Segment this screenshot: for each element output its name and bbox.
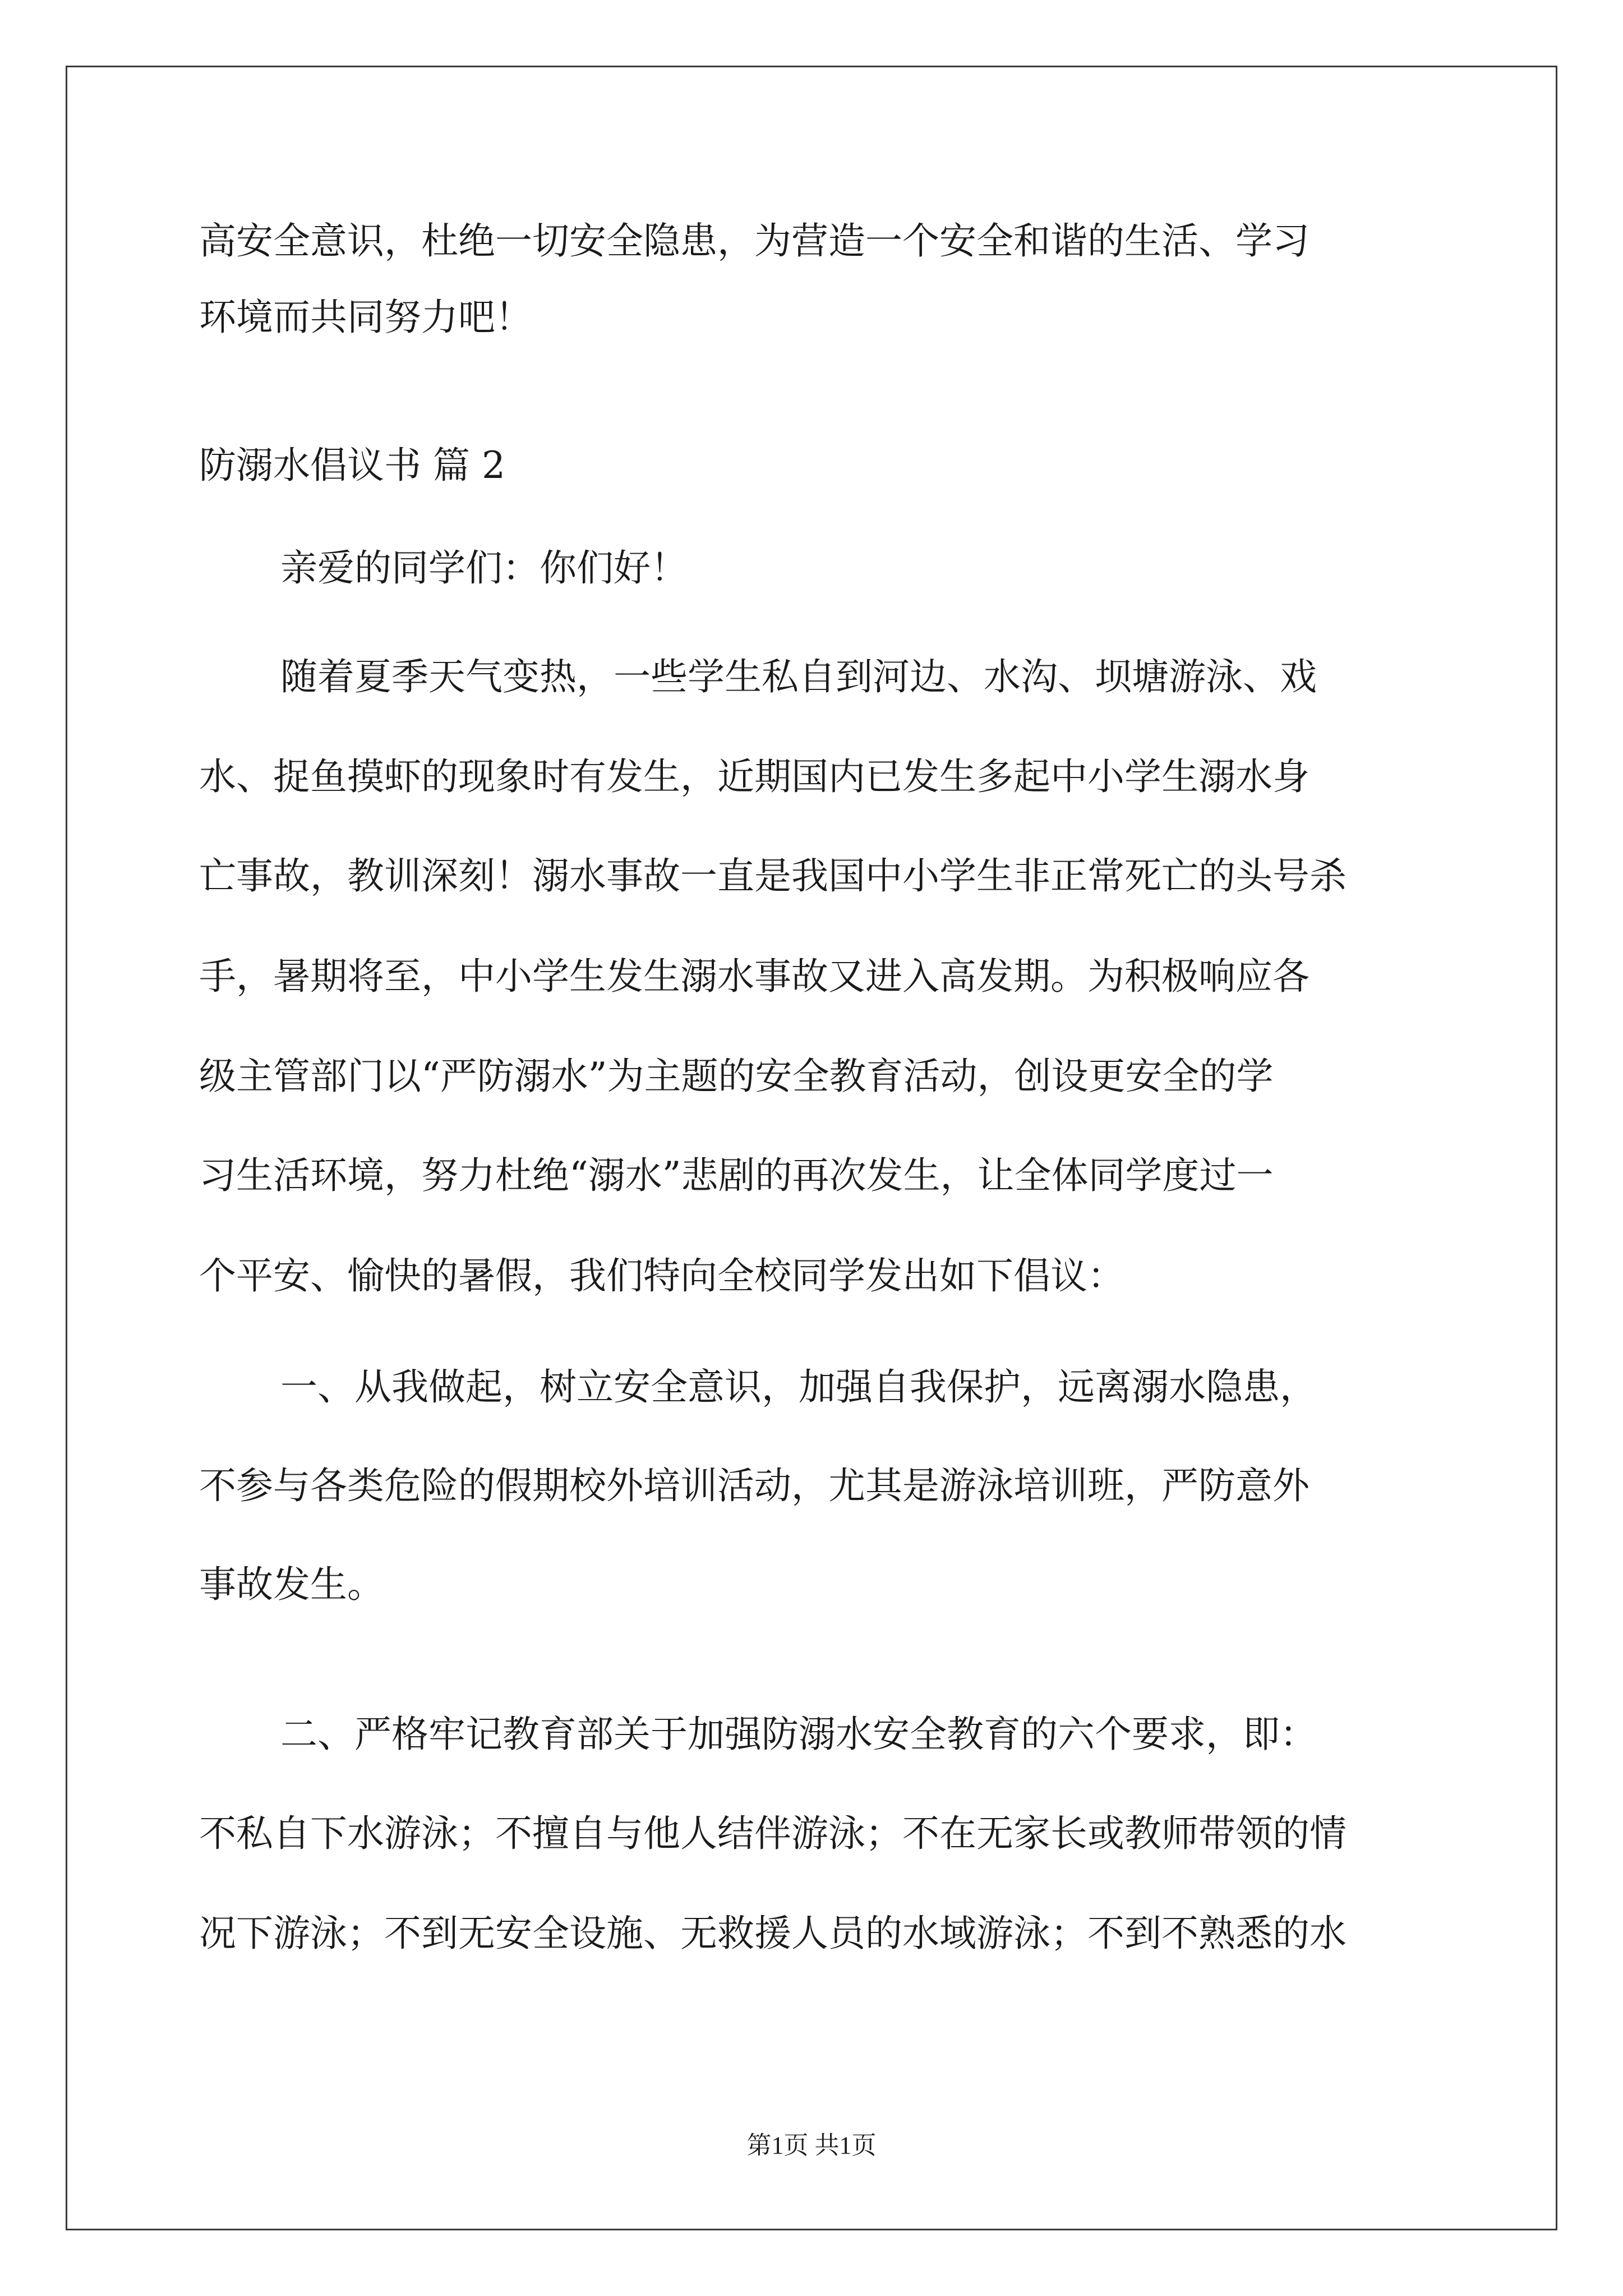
- text-line: 事故发生。: [199, 1563, 384, 1606]
- text-line: 随着夏季天气变热，一些学生私自到河边、水沟、坝塘游泳、戏: [280, 655, 1317, 698]
- text-line: 不私自下水游泳；不擅自与他人结伴游泳；不在无家长或教师带领的情: [199, 1812, 1347, 1855]
- text-line: 个平安、愉快的暑假，我们特向全校同学发出如下倡议：: [199, 1254, 1124, 1297]
- text-line: 高安全意识，杜绝一切安全隐患，为营造一个安全和谐的生活、学习: [199, 219, 1310, 263]
- text-line: 习生活环境，努力杜绝“溺水”悲剧的再次发生，让全体同学度过一: [199, 1154, 1274, 1197]
- section-heading: 防溺水倡议书 篇 2: [199, 444, 505, 487]
- salutation: 亲爱的同学们：你们好！: [280, 546, 688, 590]
- text-line: 环境而共同努力吧！: [199, 296, 532, 339]
- text-line: 二、严格牢记教育部关于加强防溺水安全教育的六个要求，即：: [280, 1713, 1317, 1756]
- text-line: 水、捉鱼摸虾的现象时有发生，近期国内已发生多起中小学生溺水身: [199, 755, 1310, 798]
- text-line: 级主管部门以“严防溺水”为主题的安全教育活动，创设更安全的学: [199, 1055, 1274, 1098]
- text-line: 亡事故，教训深刻！溺水事故一直是我国中小学生非正常死亡的头号杀: [199, 854, 1347, 898]
- page-footer: 第1页 共1页: [746, 2132, 877, 2159]
- text-line: 一、从我做起，树立安全意识，加强自我保护，远离溺水隐患，: [280, 1365, 1317, 1409]
- text-line: 不参与各类危险的假期校外培训活动，尤其是游泳培训班，严防意外: [199, 1464, 1310, 1507]
- text-line: 况下游泳；不到无安全设施、无救援人员的水域游泳；不到不熟悉的水: [199, 1912, 1347, 1955]
- text-line: 手，暑期将至，中小学生发生溺水事故又进入高发期。为积极响应各: [199, 955, 1310, 998]
